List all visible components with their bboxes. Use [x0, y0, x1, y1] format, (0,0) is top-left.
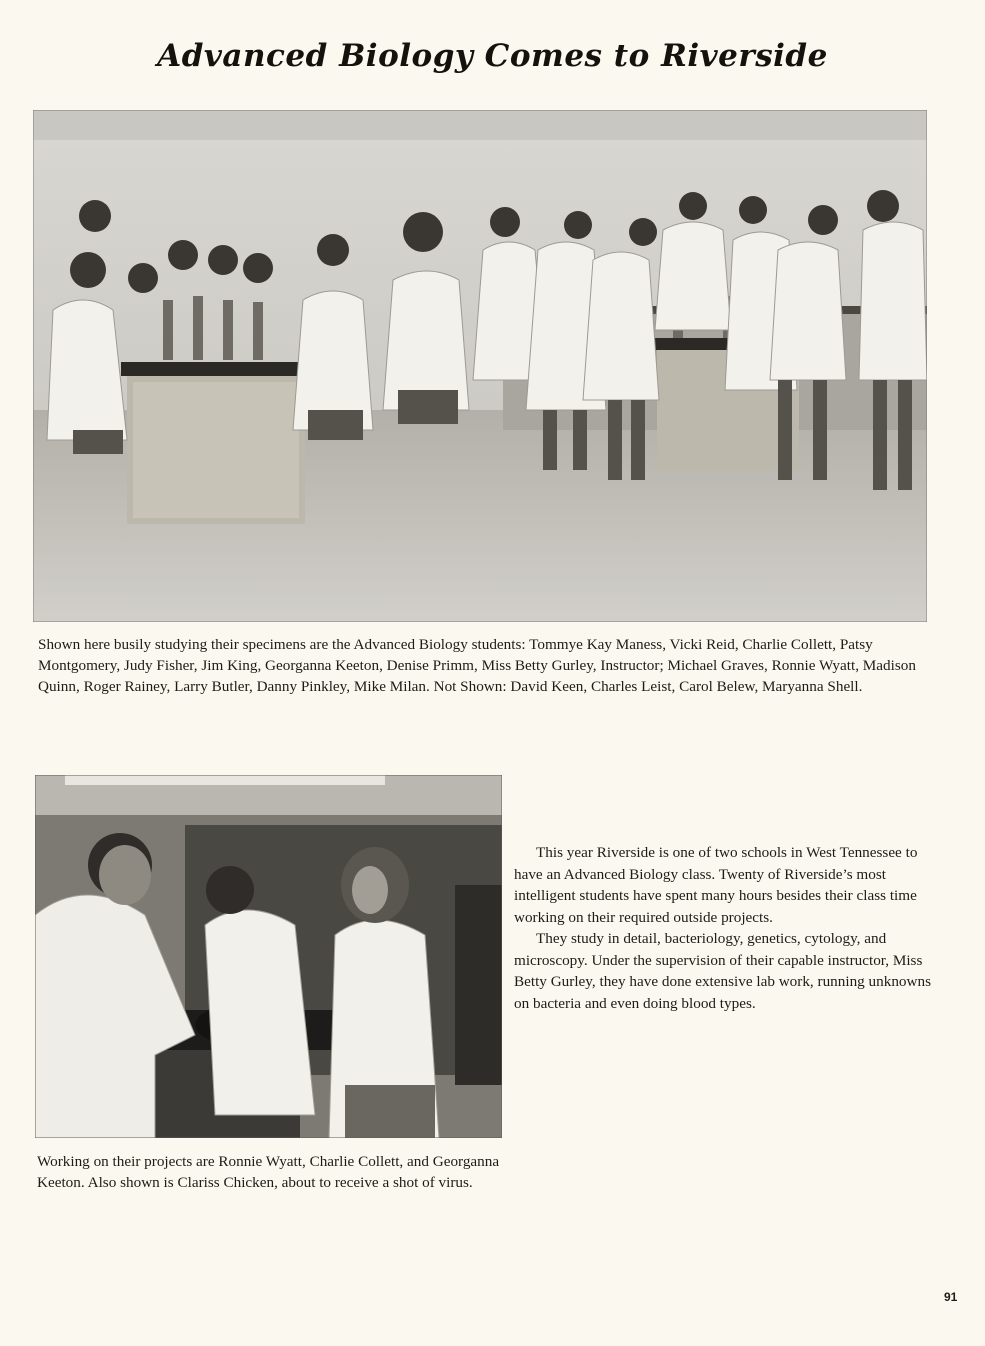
page-number: 91 [944, 1290, 958, 1304]
body-paragraph: This year Riverside is one of two schools in West Tennessee to have an Advanced Biology class. Twenty of Riverside’s most intelligent students have spent many hours besides their class time working on their required outside projects. [514, 844, 918, 926]
project-work-photo [35, 775, 502, 1138]
page-title: Advanced Biology Comes to Riverside [157, 38, 828, 74]
body-paragraph: They study in detail, bacteriology, genetics, cytology, and microscopy. Under the supervision of their capable instructor, Miss Betty Gurley, they have done extensive lab work, running unknowns on bacteria and even doing blood types. [514, 930, 932, 1012]
article-body [514, 842, 932, 1014]
project-photo-caption: Working on their projects are Ronnie Wyatt, Charlie Collett, and Georganna Keeton. Also shown is Clariss Chicken, about to receive a shot of virus. [37, 1153, 500, 1191]
class-photo-caption: Shown here busily studying their specimens are the Advanced Biology students: Tommye Kay Maness, Vicki Reid, Charlie Collett, Patsy Montgomery, Judy Fisher, Jim King, Georganna Keeton, Denise Primm, Miss Betty Gurley, Instructor; Michael Graves, Ronnie Wyatt, Madison Quinn, Roger Rainey, Larry Butler, Danny Pinkley, Mike Milan. Not Shown: David Keen, Charles Leist, Carol Belew, Maryanna Shell. [38, 636, 916, 695]
class-group-photo [33, 110, 927, 622]
